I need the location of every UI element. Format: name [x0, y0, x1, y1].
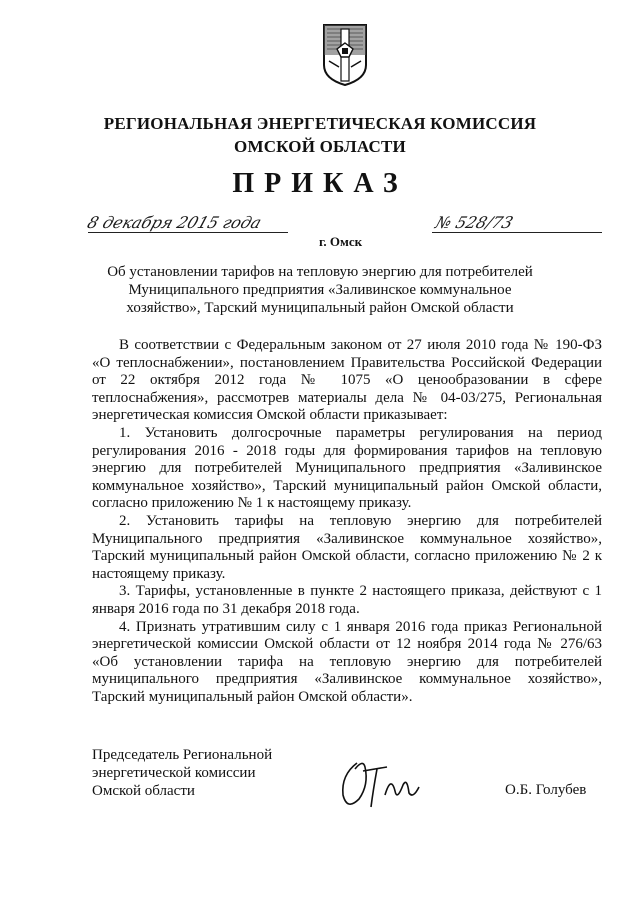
order-item-1: 1. Установить долгосрочные параметры регулирования на период регулирования 2016 - 2018 годы для формирования тарифов на тепловую энергию для потребителей Муниципального предприятия «Заливинское коммунальное хозяйство», Тарский муниципальный район Омской области, согласно приложению № 1 к настоящему приказу. [92, 424, 602, 512]
signatory-position-line: Омской области [92, 783, 195, 799]
signatory-position-line: Председатель Региональной [92, 747, 273, 763]
signatory-position [92, 746, 272, 800]
handwritten-date: 8 декабря 2015 года [84, 213, 264, 232]
city-label: г. Омск [319, 234, 363, 249]
order-item-2: 2. Установить тарифы на тепловую энергию для потребителей Муниципального предприятия «Заливинское коммунальное хозяйство», Тарский муниципальный район Омской области, согласно приложению № 2 к настоящему приказу. [92, 512, 602, 582]
organization-name-line1: РЕГИОНАЛЬНАЯ ЭНЕРГЕТИЧЕСКАЯ КОМИССИЯ [103, 114, 537, 133]
order-subject: Об установлении тарифов на тепловую энергию для потребителей Муниципального предприятия «Заливинское коммунальное хозяйство», Тарский муниципальный район Омской области [107, 264, 533, 316]
number-blank-line [432, 232, 602, 233]
signatory-position-line: энергетической комиссии [92, 765, 256, 781]
date-blank-line [88, 232, 288, 233]
handwritten-order-number: № 528/73 [432, 213, 516, 232]
organization-name-line2: ОМСКОЙ ОБЛАСТИ [234, 137, 406, 156]
document-type-title: ПРИКАЗ [232, 168, 408, 199]
coat-of-arms-emblem [321, 21, 369, 87]
handwritten-signature [335, 755, 445, 815]
preamble-paragraph: В соответствии с Федеральным законом от 27 июля 2010 года № 190-ФЗ «О теплоснабжении», постановлением Правительства Российской Федерации от 22 октября 2012 года № 1075 «О ценообразовании в сфере теплоснабжения», рассмотрев материалы дела № 04-03/275, Региональная энергетическая комиссия Омской области приказывает: [92, 337, 602, 424]
order-body [92, 337, 602, 706]
signatory-name: О.Б. Голубев [505, 782, 587, 798]
order-item-3: 3. Тарифы, установленные в пункте 2 настоящего приказа, действуют с 1 января 2016 года по 31 декабря 2018 года. [92, 583, 602, 617]
order-item-4: 4. Признать утратившим силу с 1 января 2016 года приказ Региональной энергетической комиссии Омской области от 12 ноября 2014 года № 276/63 «Об установлении тарифа на тепловую энергию для потребителей муниципального предприятия «Заливинское коммунальное хозяйство», Тарский муниципальный район Омской области». [92, 618, 602, 705]
